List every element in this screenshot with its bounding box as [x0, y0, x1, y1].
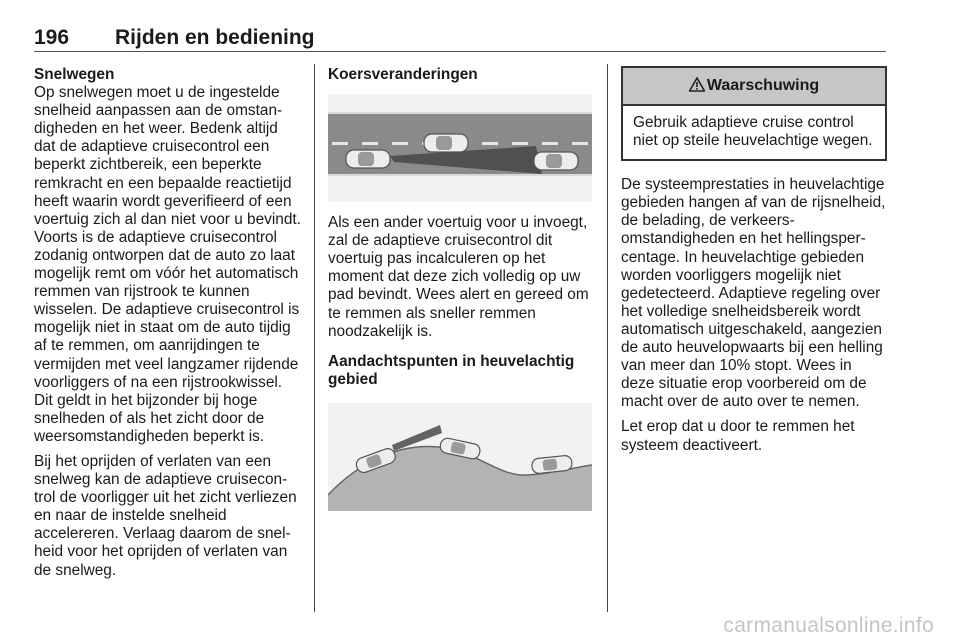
column-right: [621, 66, 887, 462]
warning-header: [623, 68, 885, 106]
warning-box: [621, 66, 887, 161]
lane-change-paragraph: Als een ander voertuig voor u invoegt, zal de adaptieve cruisecontrol dit voertuig pas incalculeren op het moment dat deze zich volledig op uw pad bevindt. Wees alert en gereed om te remmen als sneller remmen noodzakelijk is.: [328, 214, 589, 340]
highways-paragraph-1: Op snelwegen moet u de ingestelde snelheid aanpassen aan de omstandigheden en het weer. Bedenk altijd dat de adaptieve cruisecontrol een beperkt zichtbereik, een beperkte remkracht en een bepaalde reactietijd heeft waarin wordt geverifieerd of een voertuig zich al dan niet voor u bevindt. Voorts is de adaptieve cruisecontrol zodanig ontworpen dat de auto zo laat mogelijk remt om vóór het automatisch remmen van rijstrook te kunnen wisselen. De adaptieve cruisecontrol is mogelijk niet in staat om de auto tijdig af te remmen, om aanrijdingen te vermijden met veel langzamer rijdende voorliggers of na een rijstrookwissel. Dit geldt in het bijzonder bij hoge snelheden of als het zicht door de weersomstandigheden beperkt is.: [34, 84, 301, 445]
warning-text: Gebruik adaptieve cruise control niet op steile heuvelachtige wegen.: [633, 114, 873, 150]
hilly-terrain-illustration: [328, 403, 592, 511]
page-number: 196: [34, 26, 70, 49]
warning-triangle-icon: [689, 77, 705, 92]
page-header: [34, 26, 886, 50]
watermark: carmanualsonline.info: [723, 614, 934, 637]
chapter-title: Rijden en bediening: [115, 26, 315, 49]
braking-note-paragraph: Let erop dat u door te remmen het systeem deactiveert.: [621, 418, 855, 454]
section-heading-highways: Snelwegen: [34, 66, 115, 83]
section-heading-lane-changes: Koersveranderingen: [328, 66, 478, 83]
column-left: [34, 66, 302, 587]
column-divider-right: [607, 64, 608, 612]
hilly-terrain-paragraph: De systeemprestaties in heuvelachtige gebieden hangen af van de rijsnelheid, de belading, de verkeersomstandigheden en het hellingspercentage. In heuvelachtige gebieden worden voorliggers mogelijk niet gedetecteerd. Adaptieve regeling over het volledige snelheidsbereik wordt automatisch uitgeschakeld, aangezien de auto heuvelopwaarts bij een helling van meer dan 10% stopt. Wees in deze situatie erop voorbereid om de macht over de auto over te nemen.: [621, 176, 886, 411]
highways-paragraph-2: Bij het oprijden of verlaten van een snelweg kan de adaptieve cruisecontrol de voorligger uit het zicht verliezen en naar de instelde snelheid accelereren. Verlaag daarom de snelheid voor het oprijden of verlaten van de snelweg.: [34, 452, 297, 579]
header-divider: [34, 51, 886, 52]
warning-title: Waarschuwing: [706, 77, 820, 94]
car-own: [346, 150, 390, 168]
column-divider-left: [314, 64, 315, 612]
lane-change-illustration: [328, 94, 592, 202]
column-middle: [328, 66, 596, 511]
section-heading-hilly-terrain: Aandachtspunten in heuvelachtig gebied: [328, 352, 575, 388]
car-merging: [424, 134, 468, 152]
car-ahead: [534, 152, 578, 170]
